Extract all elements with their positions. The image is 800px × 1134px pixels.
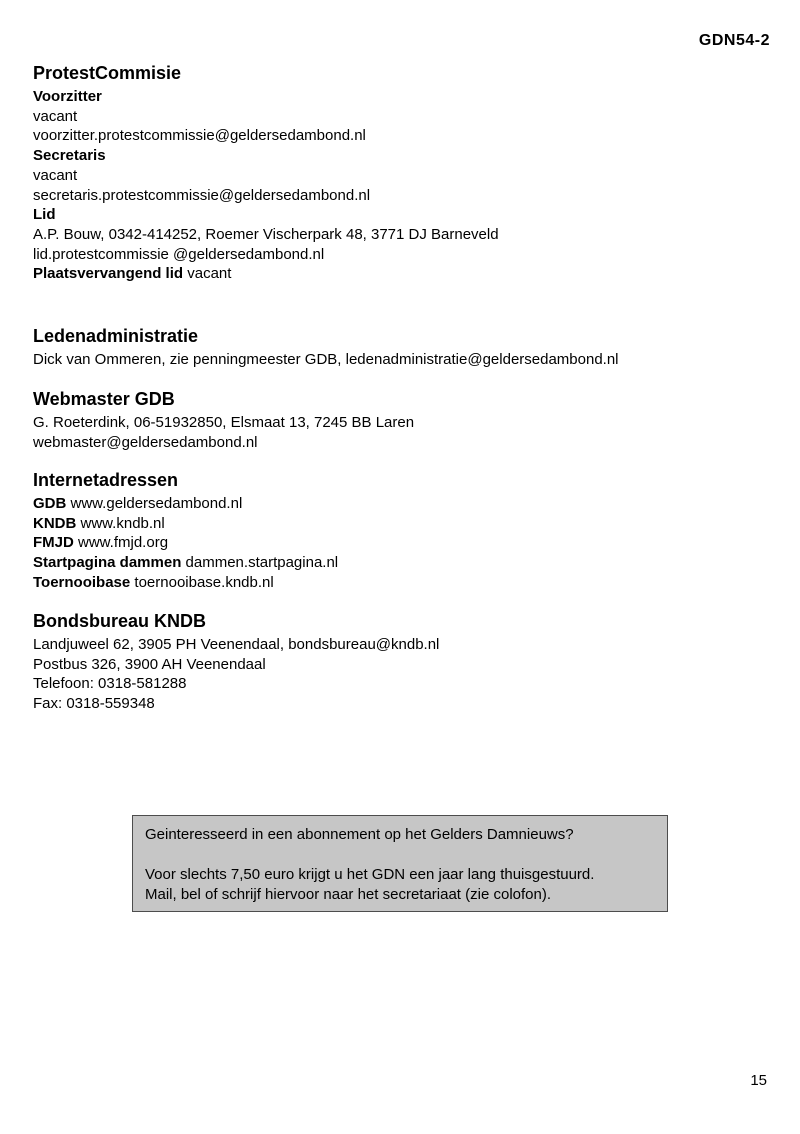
line-text-part: Telefoon: 0318-581288 bbox=[33, 675, 187, 693]
line-bold-part: Plaatsvervangend lid bbox=[33, 265, 184, 283]
page-number: 15 bbox=[750, 1072, 767, 1089]
line-bold-part: KNDB bbox=[33, 514, 77, 532]
line-text-part: Dick van Ommeren, zie penningmeester GDB, ledenadministratie@geldersedambond.nl bbox=[33, 351, 619, 368]
line-bold-part: GDB bbox=[33, 495, 67, 512]
url-startpagina-dammen bbox=[33, 553, 770, 573]
line-bold-part: FMJD bbox=[33, 534, 74, 552]
telefoon-bondsbureau bbox=[33, 674, 770, 694]
line-text-part: www.kndb.nl bbox=[76, 514, 165, 532]
line-text-part: dammen.startpagina.nl bbox=[181, 554, 339, 572]
line-text-part: A.P. Bouw, 0342-414252, Roemer Vischerpark 48, 3771 DJ Barneveld bbox=[33, 225, 499, 243]
section-internetadressen bbox=[33, 470, 770, 593]
line-text-part: webmaster@geldersedambond.nl bbox=[33, 433, 258, 451]
section-webmaster-gdb bbox=[33, 389, 770, 452]
role-plaatsvervangend-lid bbox=[33, 264, 770, 284]
line-text-part: www.geldersedambond.nl bbox=[66, 495, 243, 512]
line-text-part: vacant bbox=[33, 166, 78, 184]
email-lid bbox=[33, 245, 770, 265]
email-voorzitter bbox=[33, 126, 770, 146]
line-text-part: G. Roeterdink, 06-51932850, Elsmaat 13, 7245 BB Laren bbox=[33, 414, 415, 431]
section-bondsbureau-kndb bbox=[33, 611, 770, 714]
role-label-voorzitter bbox=[33, 87, 770, 107]
section-title-protestcommisie: ProtestCommisie bbox=[33, 63, 182, 83]
line-text-part: Postbus 326, 3900 AH Veenendaal bbox=[33, 655, 266, 673]
line-text-part: toernooibase.kndb.nl bbox=[130, 573, 274, 591]
line-text-part: www.fmjd.org bbox=[73, 534, 169, 552]
line-text-part: vacant bbox=[33, 107, 78, 125]
line-text-part: voorzitter.protestcommissie@geldersedambond.nl bbox=[33, 127, 366, 145]
contact-webmaster bbox=[33, 413, 770, 433]
notice-question: Geinteresseerd in een abonnement op het Gelders Damnieuws? bbox=[145, 826, 574, 843]
section-title-internetadressen: Internetadressen bbox=[33, 470, 179, 490]
notice-price-info: Voor slechts 7,50 euro krijgt u het GDN een jaar lang thuisgestuurd. bbox=[145, 866, 595, 883]
line-bold-part: Voorzitter bbox=[33, 88, 102, 105]
line-text-part: lid.protestcommissie @geldersedambond.nl bbox=[33, 245, 325, 263]
line-bold-part: Secretaris bbox=[33, 147, 106, 165]
line-text-part: vacant bbox=[183, 265, 232, 283]
contact-lid bbox=[33, 225, 770, 245]
contact-ledenadministratie bbox=[33, 350, 770, 370]
line-bold-part: Startpagina dammen bbox=[33, 554, 182, 572]
section-protestcommisie bbox=[33, 63, 770, 284]
role-value-voorzitter bbox=[33, 107, 770, 127]
address-bondsbureau bbox=[33, 635, 770, 655]
email-secretaris bbox=[33, 186, 770, 206]
postbus-bondsbureau bbox=[33, 655, 770, 675]
section-title-webmaster-gdb: Webmaster GDB bbox=[33, 389, 175, 409]
role-value-secretaris bbox=[33, 166, 770, 186]
section-ledenadministratie bbox=[33, 326, 770, 370]
line-bold-part: Toernooibase bbox=[33, 573, 131, 591]
subscription-notice-box bbox=[132, 815, 668, 912]
line-text-part: Landjuweel 62, 3905 PH Veenendaal, bondsbureau@kndb.nl bbox=[33, 636, 440, 653]
line-bold-part: Lid bbox=[33, 206, 56, 224]
section-title-bondsbureau-kndb: Bondsbureau KNDB bbox=[33, 611, 207, 631]
notice-contact-info: Mail, bel of schrijf hiervoor naar het secretariaat (zie colofon). bbox=[145, 886, 552, 903]
url-fmjd bbox=[33, 533, 770, 553]
line-text-part: Fax: 0318-559348 bbox=[33, 695, 155, 713]
line-text-part: secretaris.protestcommissie@geldersedambond.nl bbox=[33, 186, 371, 204]
email-webmaster bbox=[33, 433, 770, 453]
url-gdb bbox=[33, 494, 770, 514]
fax-bondsbureau bbox=[33, 694, 770, 714]
url-toernooibase bbox=[33, 573, 770, 593]
role-label-lid bbox=[33, 205, 770, 225]
document-code: GDN54-2 bbox=[698, 32, 770, 49]
url-kndb bbox=[33, 514, 770, 534]
section-title-ledenadministratie: Ledenadministratie bbox=[33, 326, 199, 346]
role-label-secretaris bbox=[33, 146, 770, 166]
